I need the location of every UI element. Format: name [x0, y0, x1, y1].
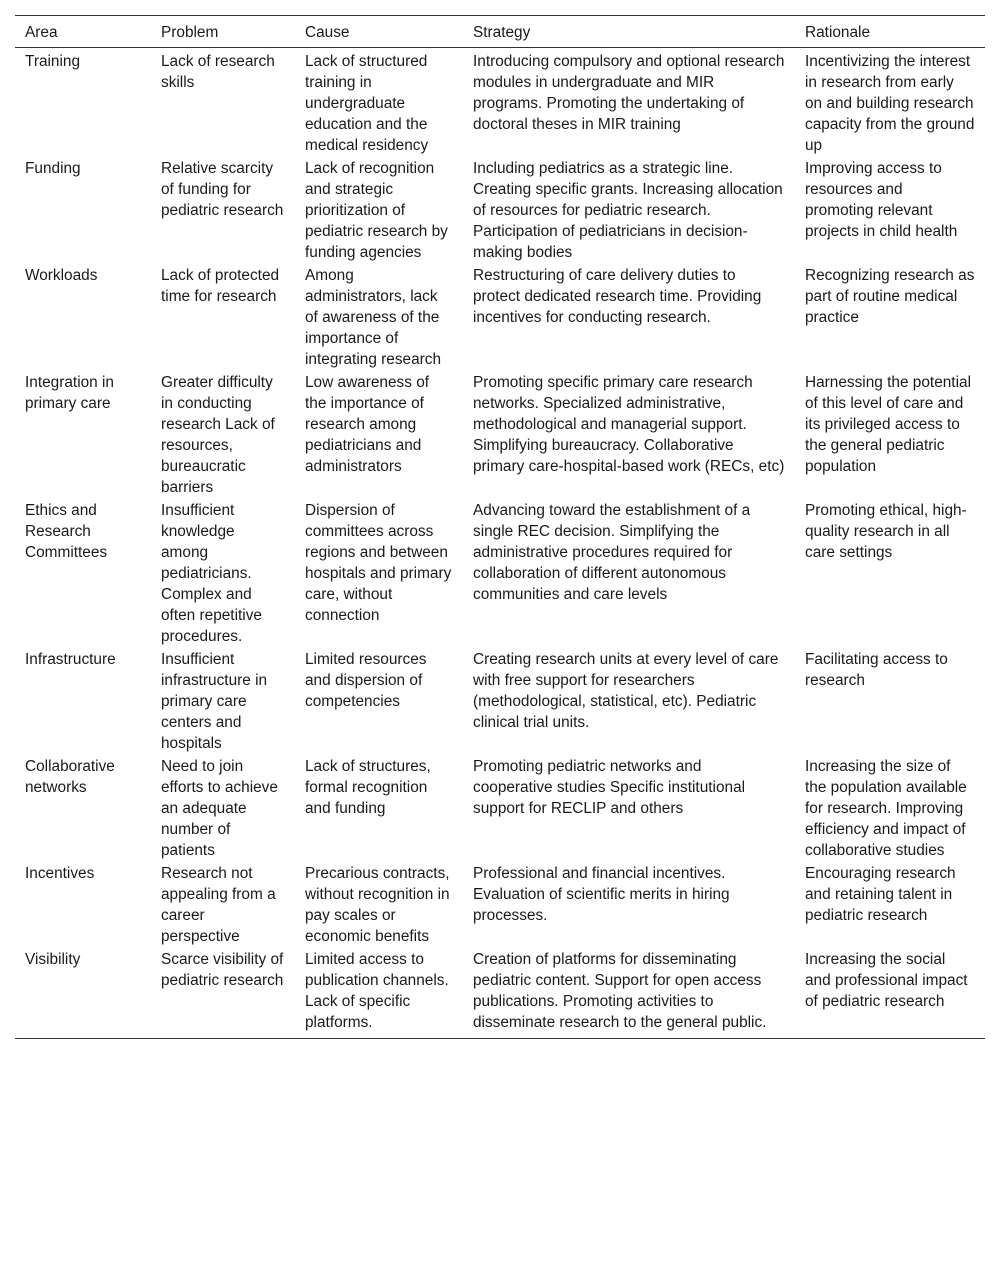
cell-area: Visibility [25, 951, 81, 968]
cell-area: Training [25, 53, 81, 70]
cell-area: Infrastructure [25, 651, 116, 668]
cell-problem: Need to join efforts to achieve an adequate number of patients [161, 758, 278, 859]
cell-problem: Lack of research skills [161, 53, 275, 91]
cell-cause: Dispersion of committees across regions and between hospitals and primary care, without connection [305, 502, 452, 624]
table-row [15, 755, 985, 862]
header-rationale: Rationale [805, 24, 871, 41]
cell-area: Ethics and Research Committees [25, 502, 108, 561]
table-row [15, 948, 985, 1039]
cell-area: Incentives [25, 865, 95, 882]
cell-area: Collaborative networks [25, 758, 115, 796]
cell-strategy: Introducing compulsory and optional research modules in undergraduate and MIR programs. Promoting the undertaking of doctoral theses in MIR training [473, 53, 785, 133]
cell-rationale: Increasing the social and professional impact of pediatric research [805, 951, 968, 1010]
cell-strategy: Including pediatrics as a strategic line. Creating specific grants. Increasing allocation of resources for pediatric research. Participation of pediatricians in decision-making bodies [473, 160, 783, 261]
table-header [15, 16, 985, 48]
cell-problem: Insufficient knowledge among pediatricians. Complex and often repetitive procedures. [161, 502, 262, 645]
cell-rationale: Incentivizing the interest in research from early on and building research capacity from the ground up [805, 53, 975, 154]
header-problem: Problem [161, 24, 219, 41]
header-cause: Cause [305, 24, 350, 41]
cell-cause: Precarious contracts, without recognition in pay scales or economic benefits [305, 865, 450, 945]
cell-problem: Relative scarcity of funding for pediatric research [161, 160, 284, 219]
header-strategy: Strategy [473, 24, 531, 41]
cell-problem: Research not appealing from a career perspective [161, 865, 276, 945]
cell-rationale: Facilitating access to research [805, 651, 948, 689]
cell-cause: Limited access to publication channels. Lack of specific platforms. [305, 951, 449, 1031]
table-row [15, 371, 985, 499]
cell-strategy: Creation of platforms for disseminating pediatric content. Support for open access publications. Promoting activities to disseminate research to the general public. [473, 951, 767, 1031]
header-area: Area [25, 24, 58, 41]
cell-rationale: Harnessing the potential of this level of care and its privileged access to the general pediatric population [805, 374, 971, 475]
cell-problem: Insufficient infrastructure in primary care centers and hospitals [161, 651, 268, 752]
table-row [15, 48, 985, 158]
cell-strategy: Creating research units at every level of care with free support for researchers (methodological, statistical, etc). Pediatric clinical trial units. [473, 651, 779, 731]
cell-rationale: Increasing the size of the population available for research. Improving efficiency and impact of collaborative studies [805, 758, 967, 859]
cell-area: Integration in primary care [25, 374, 114, 412]
cell-cause: Limited resources and dispersion of competencies [305, 651, 427, 710]
cell-cause: Among administrators, lack of awareness of the importance of integrating research [305, 267, 442, 368]
cell-cause: Low awareness of the importance of research among pediatricians and administrators [305, 374, 430, 475]
research-strategy-table [15, 15, 985, 1039]
cell-cause: Lack of structures, formal recognition and funding [305, 758, 431, 817]
cell-strategy: Promoting specific primary care research networks. Specialized administrative, methodological and managerial support. Simplifying bureaucracy. Collaborative primary care-hospital-based work (RECs, etc) [473, 374, 785, 475]
cell-strategy: Advancing toward the establishment of a single REC decision. Simplifying the administrative procedures required for collaboration of different autonomous communities and care levels [473, 502, 751, 603]
table-row [15, 648, 985, 755]
cell-rationale: Recognizing research as part of routine medical practice [805, 267, 975, 326]
table-row [15, 157, 985, 264]
cell-strategy: Restructuring of care delivery duties to protect dedicated research time. Providing incentives for conducting research. [473, 267, 762, 326]
cell-strategy: Professional and financial incentives. Evaluation of scientific merits in hiring processes. [473, 865, 730, 924]
table-row [15, 264, 985, 371]
table-row [15, 499, 985, 648]
cell-problem: Lack of protected time for research [161, 267, 280, 305]
cell-cause: Lack of structured training in undergraduate education and the medical residency [305, 53, 429, 154]
cell-problem: Greater difficulty in conducting research Lack of resources, bureaucratic barriers [161, 374, 275, 496]
table-row [15, 862, 985, 948]
table-body [15, 48, 985, 1039]
cell-area: Workloads [25, 267, 98, 284]
cell-area: Funding [25, 160, 81, 177]
cell-problem: Scarce visibility of pediatric research [161, 951, 284, 989]
cell-rationale: Promoting ethical, high-quality research in all care settings [805, 502, 967, 561]
header-row [15, 16, 985, 48]
cell-rationale: Encouraging research and retaining talent in pediatric research [805, 865, 956, 924]
cell-rationale: Improving access to resources and promoting relevant projects in child health [805, 160, 958, 240]
cell-strategy: Promoting pediatric networks and cooperative studies Specific institutional support for RECLIP and others [473, 758, 746, 817]
cell-cause: Lack of recognition and strategic prioritization of pediatric research by funding agencies [305, 160, 448, 261]
